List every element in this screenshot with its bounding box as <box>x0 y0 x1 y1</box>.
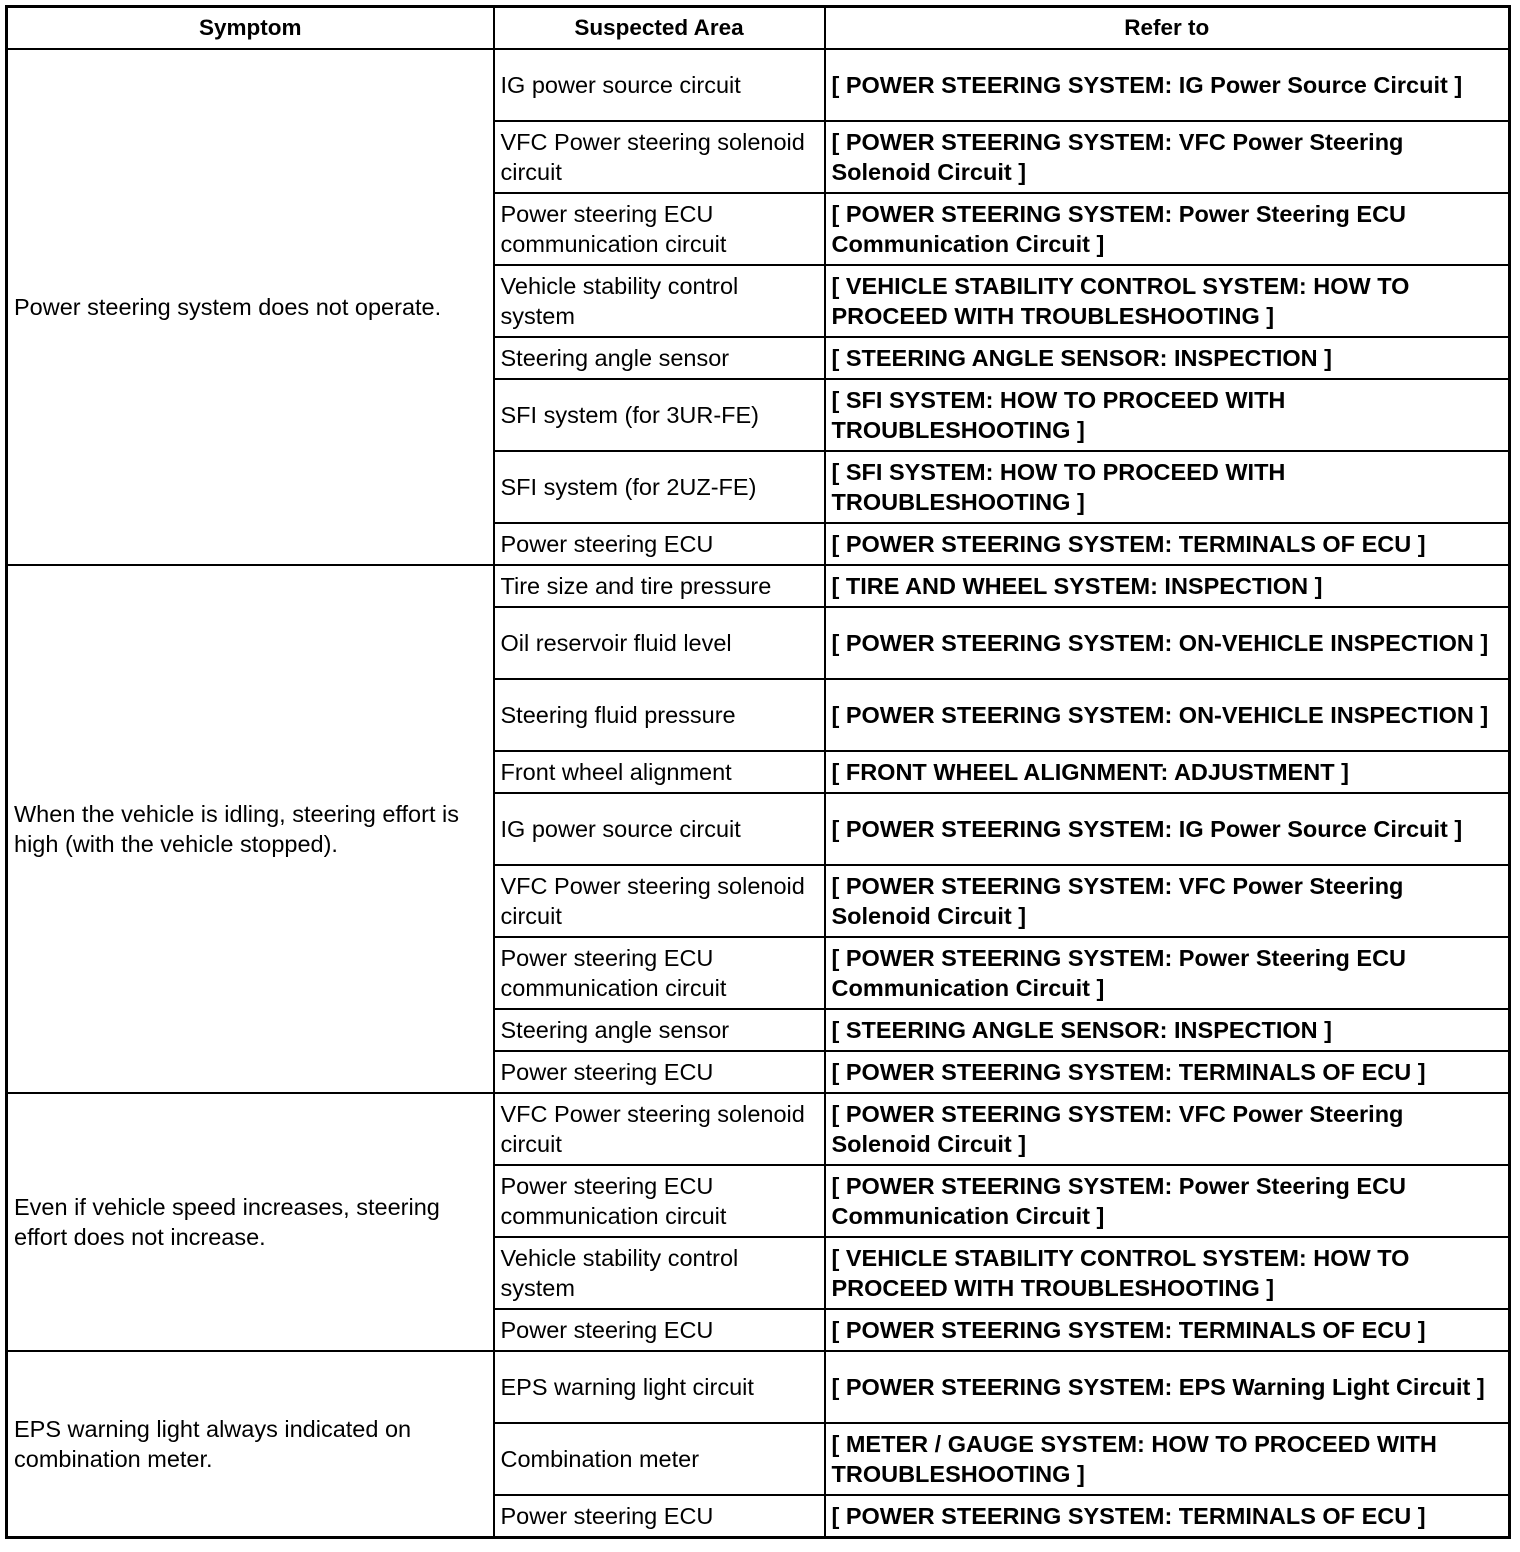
refer-to-link[interactable]: [ POWER STEERING SYSTEM: VFC Power Steering Solenoid Circuit ] <box>825 121 1510 193</box>
suspected-area-cell: Power steering ECU <box>494 1495 825 1538</box>
refer-to-link[interactable]: [ POWER STEERING SYSTEM: Power Steering ECU Communication Circuit ] <box>825 937 1510 1009</box>
table-row <box>7 1351 1510 1423</box>
suspected-area-cell: VFC Power steering solenoid circuit <box>494 865 825 937</box>
suspected-area-cell: Oil reservoir fluid level <box>494 607 825 679</box>
suspected-area-cell: Vehicle stability control system <box>494 265 825 337</box>
suspected-area-cell: Power steering ECU <box>494 1051 825 1093</box>
header-suspected-area: Suspected Area <box>494 7 825 50</box>
refer-to-link[interactable]: [ TIRE AND WHEEL SYSTEM: INSPECTION ] <box>825 565 1510 607</box>
refer-to-link[interactable]: [ STEERING ANGLE SENSOR: INSPECTION ] <box>825 1009 1510 1051</box>
suspected-area-cell: Tire size and tire pressure <box>494 565 825 607</box>
refer-to-link[interactable]: [ POWER STEERING SYSTEM: ON-VEHICLE INSPECTION ] <box>825 679 1510 751</box>
suspected-area-cell: Power steering ECU communication circuit <box>494 1165 825 1237</box>
problem-symptoms-table <box>5 5 1511 1539</box>
suspected-area-cell: IG power source circuit <box>494 793 825 865</box>
refer-to-link[interactable]: [ POWER STEERING SYSTEM: VFC Power Steering Solenoid Circuit ] <box>825 865 1510 937</box>
refer-to-link[interactable]: [ STEERING ANGLE SENSOR: INSPECTION ] <box>825 337 1510 379</box>
refer-to-link[interactable]: [ POWER STEERING SYSTEM: Power Steering ECU Communication Circuit ] <box>825 1165 1510 1237</box>
table-row <box>7 1093 1510 1165</box>
refer-to-link[interactable]: [ POWER STEERING SYSTEM: VFC Power Steering Solenoid Circuit ] <box>825 1093 1510 1165</box>
refer-to-link[interactable]: [ VEHICLE STABILITY CONTROL SYSTEM: HOW TO PROCEED WITH TROUBLESHOOTING ] <box>825 1237 1510 1309</box>
refer-to-link[interactable]: [ SFI SYSTEM: HOW TO PROCEED WITH TROUBLESHOOTING ] <box>825 379 1510 451</box>
table-row <box>7 49 1510 121</box>
refer-to-link[interactable]: [ METER / GAUGE SYSTEM: HOW TO PROCEED WITH TROUBLESHOOTING ] <box>825 1423 1510 1495</box>
refer-to-link[interactable]: [ POWER STEERING SYSTEM: Power Steering ECU Communication Circuit ] <box>825 193 1510 265</box>
header-symptom: Symptom <box>7 7 494 50</box>
suspected-area-cell: EPS warning light circuit <box>494 1351 825 1423</box>
suspected-area-cell: VFC Power steering solenoid circuit <box>494 121 825 193</box>
header-refer-to: Refer to <box>825 7 1510 50</box>
suspected-area-cell: Power steering ECU <box>494 1309 825 1351</box>
symptom-cell: Power steering system does not operate. <box>7 49 494 565</box>
suspected-area-cell: Steering angle sensor <box>494 1009 825 1051</box>
suspected-area-cell: Steering fluid pressure <box>494 679 825 751</box>
symptom-cell: When the vehicle is idling, steering effort is high (with the vehicle stopped). <box>7 565 494 1093</box>
symptom-cell: Even if vehicle speed increases, steering effort does not increase. <box>7 1093 494 1351</box>
suspected-area-cell: Power steering ECU <box>494 523 825 565</box>
refer-to-link[interactable]: [ POWER STEERING SYSTEM: TERMINALS OF ECU ] <box>825 1051 1510 1093</box>
suspected-area-cell: Power steering ECU communication circuit <box>494 937 825 1009</box>
refer-to-link[interactable]: [ POWER STEERING SYSTEM: TERMINALS OF ECU ] <box>825 1495 1510 1538</box>
refer-to-link[interactable]: [ FRONT WHEEL ALIGNMENT: ADJUSTMENT ] <box>825 751 1510 793</box>
suspected-area-cell: IG power source circuit <box>494 49 825 121</box>
suspected-area-cell: Vehicle stability control system <box>494 1237 825 1309</box>
refer-to-link[interactable]: [ VEHICLE STABILITY CONTROL SYSTEM: HOW TO PROCEED WITH TROUBLESHOOTING ] <box>825 265 1510 337</box>
refer-to-link[interactable]: [ POWER STEERING SYSTEM: IG Power Source Circuit ] <box>825 793 1510 865</box>
refer-to-link[interactable]: [ SFI SYSTEM: HOW TO PROCEED WITH TROUBLESHOOTING ] <box>825 451 1510 523</box>
suspected-area-cell: Combination meter <box>494 1423 825 1495</box>
refer-to-link[interactable]: [ POWER STEERING SYSTEM: EPS Warning Light Circuit ] <box>825 1351 1510 1423</box>
suspected-area-cell: VFC Power steering solenoid circuit <box>494 1093 825 1165</box>
suspected-area-cell: SFI system (for 3UR-FE) <box>494 379 825 451</box>
table-row <box>7 565 1510 607</box>
symptom-cell: EPS warning light always indicated on combination meter. <box>7 1351 494 1538</box>
suspected-area-cell: Steering angle sensor <box>494 337 825 379</box>
refer-to-link[interactable]: [ POWER STEERING SYSTEM: TERMINALS OF ECU ] <box>825 1309 1510 1351</box>
suspected-area-cell: Front wheel alignment <box>494 751 825 793</box>
table-header-row <box>7 7 1510 50</box>
refer-to-link[interactable]: [ POWER STEERING SYSTEM: TERMINALS OF ECU ] <box>825 523 1510 565</box>
suspected-area-cell: SFI system (for 2UZ-FE) <box>494 451 825 523</box>
refer-to-link[interactable]: [ POWER STEERING SYSTEM: IG Power Source Circuit ] <box>825 49 1510 121</box>
suspected-area-cell: Power steering ECU communication circuit <box>494 193 825 265</box>
refer-to-link[interactable]: [ POWER STEERING SYSTEM: ON-VEHICLE INSPECTION ] <box>825 607 1510 679</box>
table-body <box>7 49 1510 1538</box>
